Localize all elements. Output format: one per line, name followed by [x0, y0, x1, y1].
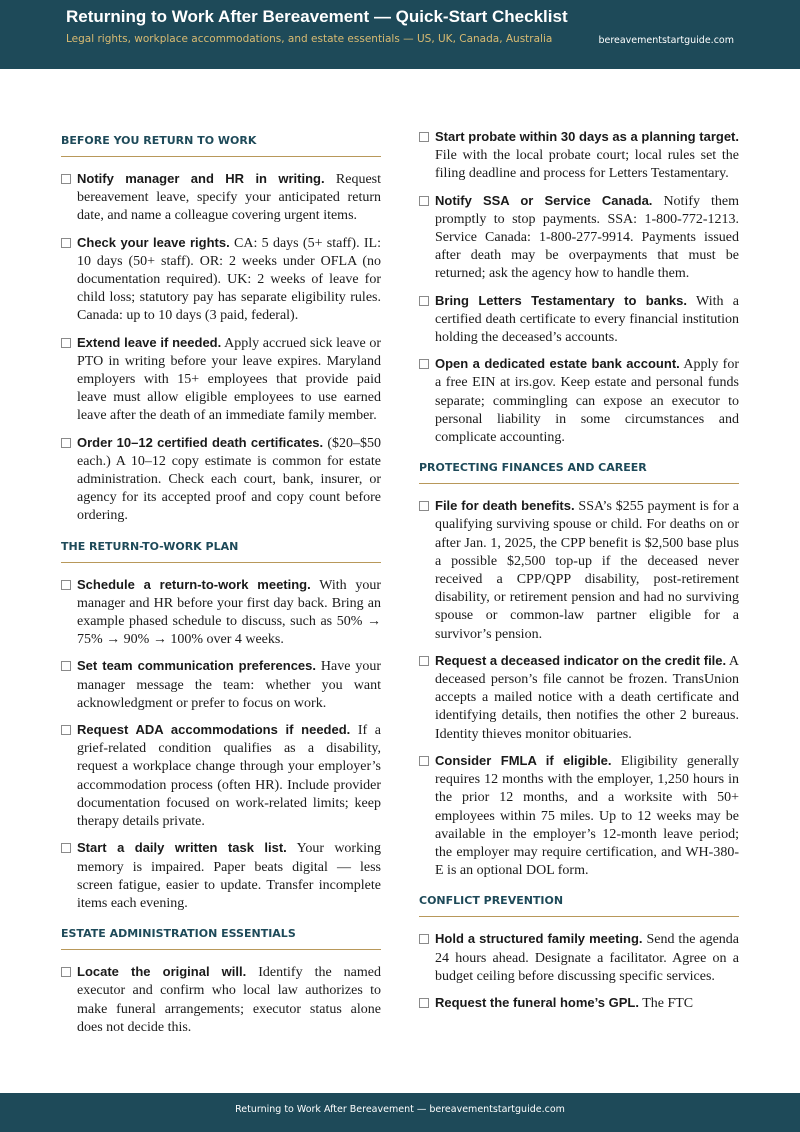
checklist-section — [419, 461, 739, 880]
checklist-item — [61, 721, 381, 831]
checklist-section — [61, 540, 381, 913]
checkbox-icon[interactable] — [61, 725, 71, 735]
item-lead: Start probate within 30 days as a planning target. — [435, 129, 739, 144]
checkbox-icon[interactable] — [419, 998, 429, 1008]
checkbox-icon[interactable] — [61, 661, 71, 671]
checkbox-icon[interactable] — [419, 501, 429, 511]
checkbox-icon[interactable] — [419, 196, 429, 206]
item-body: With your manager and HR before your first day back. Bring an example phased schedule to discuss, such as 50% → 75% → 90% → 100% over 4 weeks. — [77, 577, 381, 648]
section-title-conflict-prevention: CONFLICT PREVENTION — [419, 894, 739, 917]
item-body: ($20–$50 each.) A 10–12 copy estimate is common for estate administration. Check each court, bank, insurer, or agency for its accepted proof and copy count before ordering. — [77, 435, 381, 524]
item-body: Your working memory is impaired. Paper beats digital — less screen fatigue, easier to update. Transfer incomplete items each evening. — [77, 841, 381, 911]
item-lead: Request ADA accommodations if needed. — [77, 722, 351, 738]
checklist-item — [419, 930, 739, 986]
checkbox-icon[interactable] — [419, 296, 429, 306]
section-title-before-you-return-to-work: BEFORE YOU RETURN TO WORK — [61, 134, 381, 157]
checklist-item — [61, 434, 381, 526]
item-body: Eligibility generally requires 12 months with the employer, 1,250 hours in the prior 12 months, and a worksite with 50+ employees within 75 miles. Up to 12 weeks may be available in the employer’s 12-month leave period; the employer may require certification, and WH-380-E is an optional DOL form. — [435, 753, 739, 879]
checklist-items — [419, 497, 739, 880]
item-lead: Open a dedicated estate bank account. — [435, 356, 680, 372]
checkbox-icon[interactable] — [419, 756, 429, 766]
checkbox-icon[interactable] — [419, 934, 429, 944]
item-body: Apply for a free EIN at irs.gov. Keep estate and personal funds separate; commingling can expose an executor to personal liability in some circumstances and complicate accounting. — [435, 357, 739, 446]
left-column — [61, 134, 381, 1089]
checklist-item — [419, 497, 739, 644]
checklist-item — [419, 128, 739, 184]
item-lead: Bring Letters Testamentary to banks. — [435, 292, 687, 308]
checklist-item — [419, 292, 739, 348]
item-body: Identify the named executor and confirm who local law authorizes to make funeral arrangements; executor status alone does not decide this. — [77, 965, 381, 1035]
item-lead: Extend leave if needed. — [77, 334, 222, 350]
checklist-items — [61, 576, 381, 913]
checkbox-icon[interactable] — [61, 967, 71, 977]
checkbox-icon[interactable] — [61, 580, 71, 590]
item-body: Notify them promptly to stop payments. SSA: 1-800-772-1213. Service Canada: 1-800-277-9914. Payments issued after death may be overpayments that must be returned; ask the agency how to handle them. — [435, 193, 739, 282]
item-body: A deceased person’s file cannot be frozen. TransUnion accepts a mailed notice with a death certificate and identifying details, then notifies the other 2 bureaus. Identity thieves monitor obituaries. — [435, 653, 739, 742]
item-lead: Consider FMLA if eligible. — [435, 752, 612, 768]
checklist-item — [61, 170, 381, 226]
section-title-the-return-to-work-plan: THE RETURN-TO-WORK PLAN — [61, 540, 381, 563]
item-body: SSA’s $255 payment is for a qualifying surviving spouse or child. For deaths on or after Jan. 1, 2025, the CPP benefit is $2,500 base plus a possible $2,500 top-up if the deceased never received a CPP/QPP disability, post-retirement disability, or retirement pension and had no surviving spouse or common-law partner eligible for a survivor’s pension. — [435, 499, 739, 642]
section-title-estate-administration-essentials: ESTATE ADMINISTRATION ESSENTIALS — [61, 927, 381, 950]
right-column — [419, 128, 739, 1083]
checklist-item — [61, 963, 381, 1037]
site-name: bereavementstartguide.com — [598, 35, 734, 46]
checklist-item — [419, 355, 739, 447]
section-title-protecting-finances-and-career: PROTECTING FINANCES AND CAREER — [419, 461, 739, 484]
checklist-item — [61, 234, 381, 326]
item-body: With a certified death certificate to every financial institution holding the deceased’s accounts. — [435, 293, 739, 346]
checklist-item — [61, 839, 381, 913]
item-lead: Notify manager and HR in writing. — [77, 171, 325, 186]
item-body: Have your manager message the team: whether you want acknowledgment or prefer to focus on work. — [77, 659, 381, 711]
item-body: Request bereavement leave, specify your anticipated return date, and name a colleague covering urgent items. — [77, 172, 381, 224]
checklist-items — [419, 128, 739, 447]
page-footer — [0, 1093, 800, 1132]
item-lead: Set team communication preferences. — [77, 658, 316, 674]
checklist-item — [61, 576, 381, 650]
item-body: File with the local probate court; local rules set the filing deadline and process for Letters Testamentary. — [435, 148, 739, 182]
checkbox-icon[interactable] — [61, 338, 71, 348]
checklist-section — [419, 128, 739, 447]
checklist-item — [61, 657, 381, 713]
checkbox-icon[interactable] — [61, 843, 71, 853]
page-title: Returning to Work After Bereavement — Quick-Start Checklist — [66, 7, 568, 26]
item-lead: Order 10–12 certified death certificates. — [77, 434, 324, 450]
checkbox-icon[interactable] — [61, 438, 71, 448]
checkbox-icon[interactable] — [419, 359, 429, 369]
item-body: CA: 5 days (5+ staff). IL: 10 days (50+ staff). OR: 2 weeks under OFLA (no documentation required). UK: 2 weeks of leave for child loss; statutory pay has separate eligibility rules. Canada: up to 10 days (3 paid, federal). — [77, 235, 381, 324]
checklist-items — [61, 170, 381, 526]
checklist-items — [61, 963, 381, 1037]
checklist-item — [419, 994, 739, 1013]
item-lead: Hold a structured family meeting. — [435, 931, 643, 947]
item-lead: Request the funeral home’s GPL. — [435, 994, 639, 1010]
page-header — [0, 0, 800, 69]
item-body: If a grief-related condition qualifies as a disability, request a workplace change through your employer’s accommodation process (often HR). Include provider documentation focused on work-related limits; keep therapy details private. — [77, 723, 381, 830]
page-subtitle: Legal rights, workplace accommodations, and estate essentials — US, UK, Canada, Australia — [66, 33, 553, 45]
checklist-item — [419, 192, 739, 284]
checkbox-icon[interactable] — [61, 238, 71, 248]
checklist-items — [419, 930, 739, 1013]
item-lead: Request a deceased indicator on the credit file. — [435, 652, 727, 668]
checkbox-icon[interactable] — [61, 174, 71, 184]
checklist-item — [419, 652, 739, 744]
footer-text: Returning to Work After Bereavement — bereavementstartguide.com — [235, 1104, 565, 1115]
checklist-section — [61, 927, 381, 1037]
item-lead: Locate the original will. — [77, 964, 247, 980]
item-lead: Notify SSA or Service Canada. — [435, 192, 653, 208]
checklist-section — [419, 894, 739, 1013]
checklist-item — [61, 334, 381, 426]
item-lead: File for death benefits. — [435, 498, 575, 514]
checklist-item — [419, 752, 739, 880]
checkbox-icon[interactable] — [419, 132, 429, 142]
checkbox-icon[interactable] — [419, 656, 429, 666]
checklist-section — [61, 134, 381, 526]
item-body: Send the agenda 24 hours ahead. Designate a facilitator. Agree on a budget ceiling before discussing specific services. — [435, 932, 739, 984]
item-lead: Start a daily written task list. — [77, 840, 287, 856]
item-lead: Schedule a return-to-work meeting. — [77, 576, 311, 592]
item-lead: Check your leave rights. — [77, 234, 230, 250]
item-body: The FTC — [642, 995, 694, 1011]
item-body: Apply accrued sick leave or PTO in writing before your leave expires. Maryland employers with 15+ employees that provide paid leave must allow eligible employees to use earned leave after the death of an immediate family member. — [77, 335, 381, 424]
